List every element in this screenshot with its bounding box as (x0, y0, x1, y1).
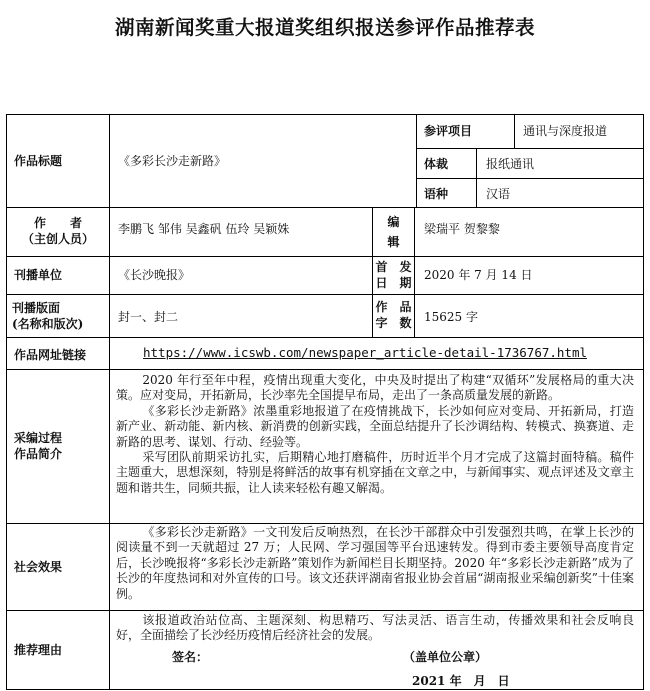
page-label-line1: 刊播版面 (12, 301, 61, 315)
rule (416, 148, 644, 149)
impact-paragraph: 《多彩长沙走新路》一文刊发后反响热烈，在长沙干部群众中引发强烈共鸣，在掌上长沙的阅读量不到一天就超过 27 万；人民网、学习强国等平台迅速转发。得到市委主要领导高度肯定后，长沙晚报将“多彩长沙走新路”策划作为新闻栏目长期坚持。2020 年“多彩长沙走新路”成为了长沙的年度热词和对外宣传的口号。该文还获评湖南省报业协会首届“湖南报业采编创新奖”十佳案例。 (116, 525, 634, 601)
signature-label: 签名： (172, 650, 209, 664)
rule (109, 114, 110, 690)
url-label: 作品网址链接 (14, 348, 87, 362)
work-title-label: 作品标题 (14, 154, 63, 168)
publisher-value: 《长沙晚报》 (118, 268, 191, 282)
rule (6, 689, 644, 690)
pub-date-label-line2: 日 期 (375, 276, 412, 290)
editor-label-line2: 辑 (387, 235, 400, 249)
rule (6, 114, 644, 115)
impact-label: 社会效果 (14, 560, 63, 574)
rule (6, 523, 644, 524)
rule (416, 114, 417, 207)
author-label-line1: 作 者 (33, 216, 82, 230)
rule (6, 114, 7, 690)
rule (6, 207, 644, 208)
genre-value: 报纸通讯 (486, 157, 535, 171)
rule (476, 148, 477, 207)
work-title-value: 《多彩长沙走新路》 (118, 154, 227, 168)
recommendation-form (6, 114, 644, 690)
sign-date: 2021 年 月 日 (412, 674, 510, 688)
editor-value: 梁瑞平 贺黎黎 (424, 222, 500, 236)
page-title: 湖南新闻奖重大报道奖组织报送参评作品推荐表 (114, 16, 535, 39)
publisher-label: 刊播单位 (14, 268, 63, 282)
recommendation-text (116, 613, 634, 644)
summary-text (116, 373, 634, 496)
editor-label (373, 214, 414, 250)
rule (6, 369, 644, 370)
author-label (7, 215, 109, 247)
summary-paragraph: 《多彩长沙走新路》浓墨重彩地报道了在疫情挑战下，长沙如何应对变局、开拓新局，打造新产业、新动能、新内核、新消费的创新实践，全面总结提升了长沙调结构、转模式、换赛道、走新路的思考、谋划、行动、经验等。 (116, 403, 634, 449)
summary-label (14, 430, 62, 462)
author-value: 李鹏飞 邹伟 吴鑫矾 伍玲 吴颖姝 (118, 222, 290, 236)
summary-paragraph: 2020 年行至年中程，疫情出现重大变化，中央及时提出了构建“双循环”发展格局的重大决策。应对变局，开拓新局，长沙率先全国提早布局，走出了一条高质量发展的新路。 (116, 373, 634, 403)
rule (6, 337, 644, 338)
recommendation-paragraph: 该报道政治站位高、主题深刻、构思精巧、写法灵活、语言生动，传播效果和社会反响良好，全面描绘了长沙经历疫情后经济社会的发展。 (116, 613, 634, 643)
summary-label-line1: 采编过程 (14, 431, 63, 445)
page-label (12, 300, 83, 332)
word-count-label-line2: 字 数 (375, 316, 412, 330)
genre-label: 体裁 (424, 157, 449, 171)
rule (414, 207, 415, 337)
impact-text (116, 525, 634, 602)
language-value: 汉语 (486, 187, 511, 201)
rule (514, 114, 515, 149)
summary-paragraph: 采写团队前期采访扎实，后期精心地打磨稿件，历时近半个月才完成了这篇封面特稿。稿件主题重大，思想深刻，特别是将鲜活的故事有机穿插在文章之中，与新闻事实、观点评述及文章主题和谐共生，同频共振，让人读来轻松有趣又解渴。 (116, 450, 634, 495)
language-label: 语种 (424, 187, 449, 201)
rule (6, 256, 644, 257)
rule (6, 610, 644, 611)
category-label: 参评项目 (424, 124, 473, 138)
rule (6, 294, 644, 295)
pub-date-label (373, 259, 414, 291)
pub-date-value: 2020 年 7 月 14 日 (424, 268, 533, 282)
seal-label: （盖单位公章） (403, 650, 488, 664)
summary-label-line2: 作品简介 (14, 447, 63, 461)
page-label-line2: (名称和版次) (12, 317, 84, 331)
pub-date-label-line1: 首 发 (375, 260, 412, 274)
recommendation-label: 推荐理由 (14, 643, 63, 657)
word-count-label (373, 299, 414, 331)
editor-label-line1: 编 (387, 215, 400, 229)
word-count-value: 15625 字 (424, 310, 478, 324)
rule (643, 114, 644, 690)
work-url-link[interactable]: https://www.icswb.com/newspaper_article-detail-1736767.html (143, 345, 588, 360)
page-value: 封一、封二 (118, 310, 179, 324)
category-value: 通讯与深度报道 (523, 124, 608, 138)
rule (416, 178, 644, 179)
author-label-line2: （主创人员） (21, 232, 94, 246)
word-count-label-line1: 作 品 (375, 300, 412, 314)
